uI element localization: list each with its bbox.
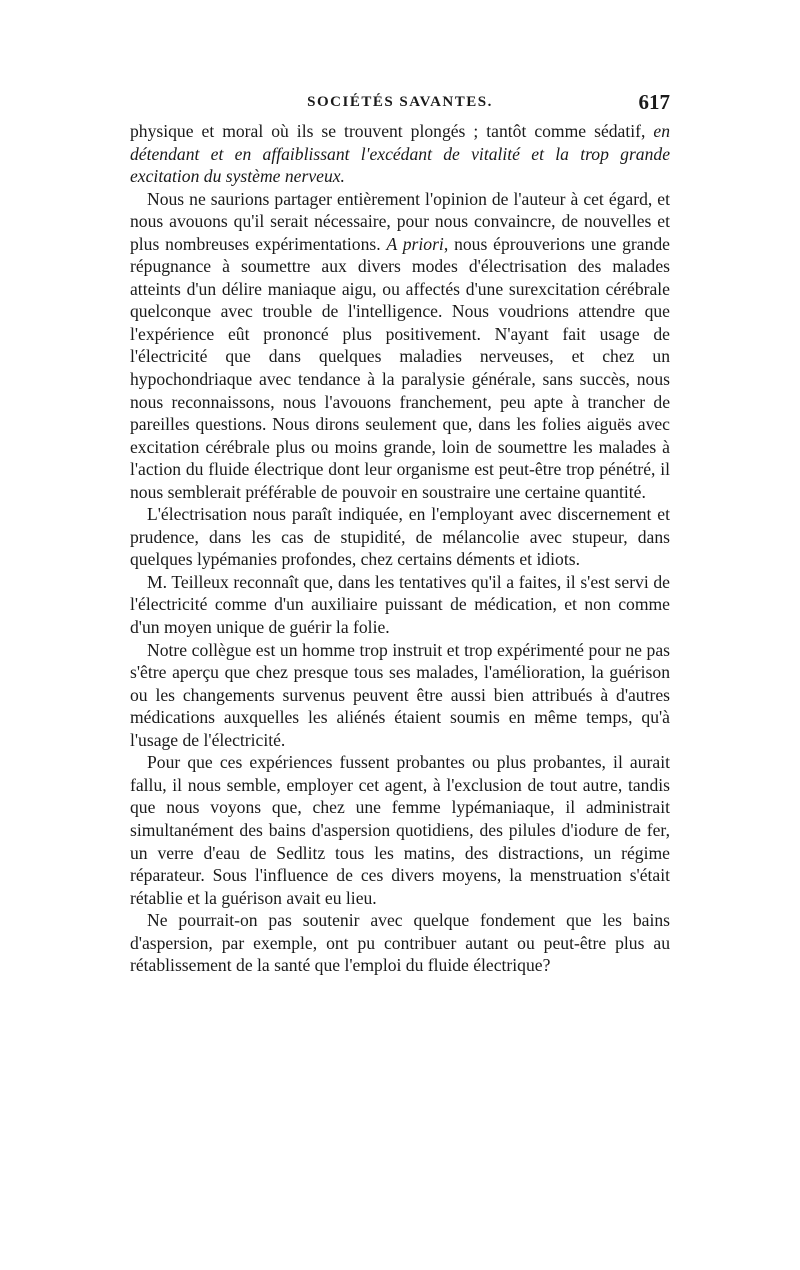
text-segment: Notre collègue est un homme trop instruit et trop expérimenté pour ne pas s'être aperçu que chez presque tous ses malades, l'amélioration, la guérison ou les changements survenus peuvent être aussi bien attribués à d'autres médications auxquelles les aliénés étaient soumis en même temps, qu'à l'usage de l'électricité. [130, 639, 670, 750]
paragraph [130, 639, 670, 752]
paragraph [130, 120, 670, 188]
text-segment: , nous éprouverions une grande répugnance à soumettre aux divers modes d'électrisation des malades atteints d'un délire maniaque aigu, ou affectés d'une surexcitation cérébrale quelconque avec trouble de l'intelligence. Nous voudrions attendre que l'expérience eût prononcé plus positivement. N'ayant fait usage de l'électricité que dans quelques maladies nerveuses, et chez un hypochondriaque avec tendance à la paralysie générale, sans succès, nous nous reconnaissons, nous l'avouons franchement, peu apte à trancher de pareilles questions. Nous dirons seulement que, dans les folies aiguës avec excitation cérébrale plus ou moins grande, loin de soumettre les malades à l'action du fluide électrique dont leur organisme est peut-être trop pénétré, il nous semblerait préférable de pouvoir en soustraire une certaine quantité. [130, 233, 670, 502]
running-title: SOCIÉTÉS SAVANTES. [307, 94, 493, 110]
text-segment: Ne pourrait-on pas soutenir avec quelque fondement que les bains d'aspersion, par exemple, ont pu contribuer autant ou peut-être plus au rétablissement de la santé que l'emploi du fluide électrique? [130, 910, 670, 976]
text-segment: L'électrisation nous paraît indiquée, en l'employant avec discernement et prudence, dans les cas de stupidité, de mélancolie avec stupeur, dans quelques lypémanies profondes, chez certains déments et idiots. [130, 504, 670, 570]
paragraph [130, 909, 670, 977]
paragraph [130, 751, 670, 909]
paragraph [130, 188, 670, 504]
paragraph [130, 571, 670, 639]
text-segment: Pour que ces expériences fussent probantes ou plus probantes, il aurait fallu, il nous semble, employer cet agent, à l'exclusion de tout autre, tandis que nous voyons que, chez une femme lypémaniaque, il administrait simultanément des bains d'aspersion quotidiens, des pilules d'iodure de fer, un verre d'eau de Sedlitz tous les matins, des distractions, un régime réparateur. Sous l'influence de ces divers moyens, la menstruation s'était rétablie et la guérison avait eu lieu. [130, 752, 670, 908]
paragraph [130, 503, 670, 571]
running-head [130, 90, 670, 120]
italic-text-segment: A priori [386, 233, 444, 254]
page-number: 617 [638, 90, 670, 114]
text-segment: Nous ne saurions partager entièrement l'opinion de l'auteur à cet égard, et nous avouons qu'il serait nécessaire, pour nous convaincre, de nouvelles et plus nombreuses expérimentations. [130, 188, 670, 254]
italic-text-segment: en détendant et en affaiblissant l'excédant de vitalité et la trop grande excitation du système nerveux. [130, 121, 670, 187]
text-segment: M. Teilleux reconnaît que, dans les tentatives qu'il a faites, il s'est servi de l'électricité comme d'un auxiliaire puissant de médication, et non comme d'un moyen unique de guérir la folie. [130, 571, 670, 638]
text-segment: physique et moral où ils se trouvent plongés ; tantôt comme sédatif, [130, 121, 654, 141]
body-text [130, 120, 670, 977]
book-page [130, 90, 670, 977]
